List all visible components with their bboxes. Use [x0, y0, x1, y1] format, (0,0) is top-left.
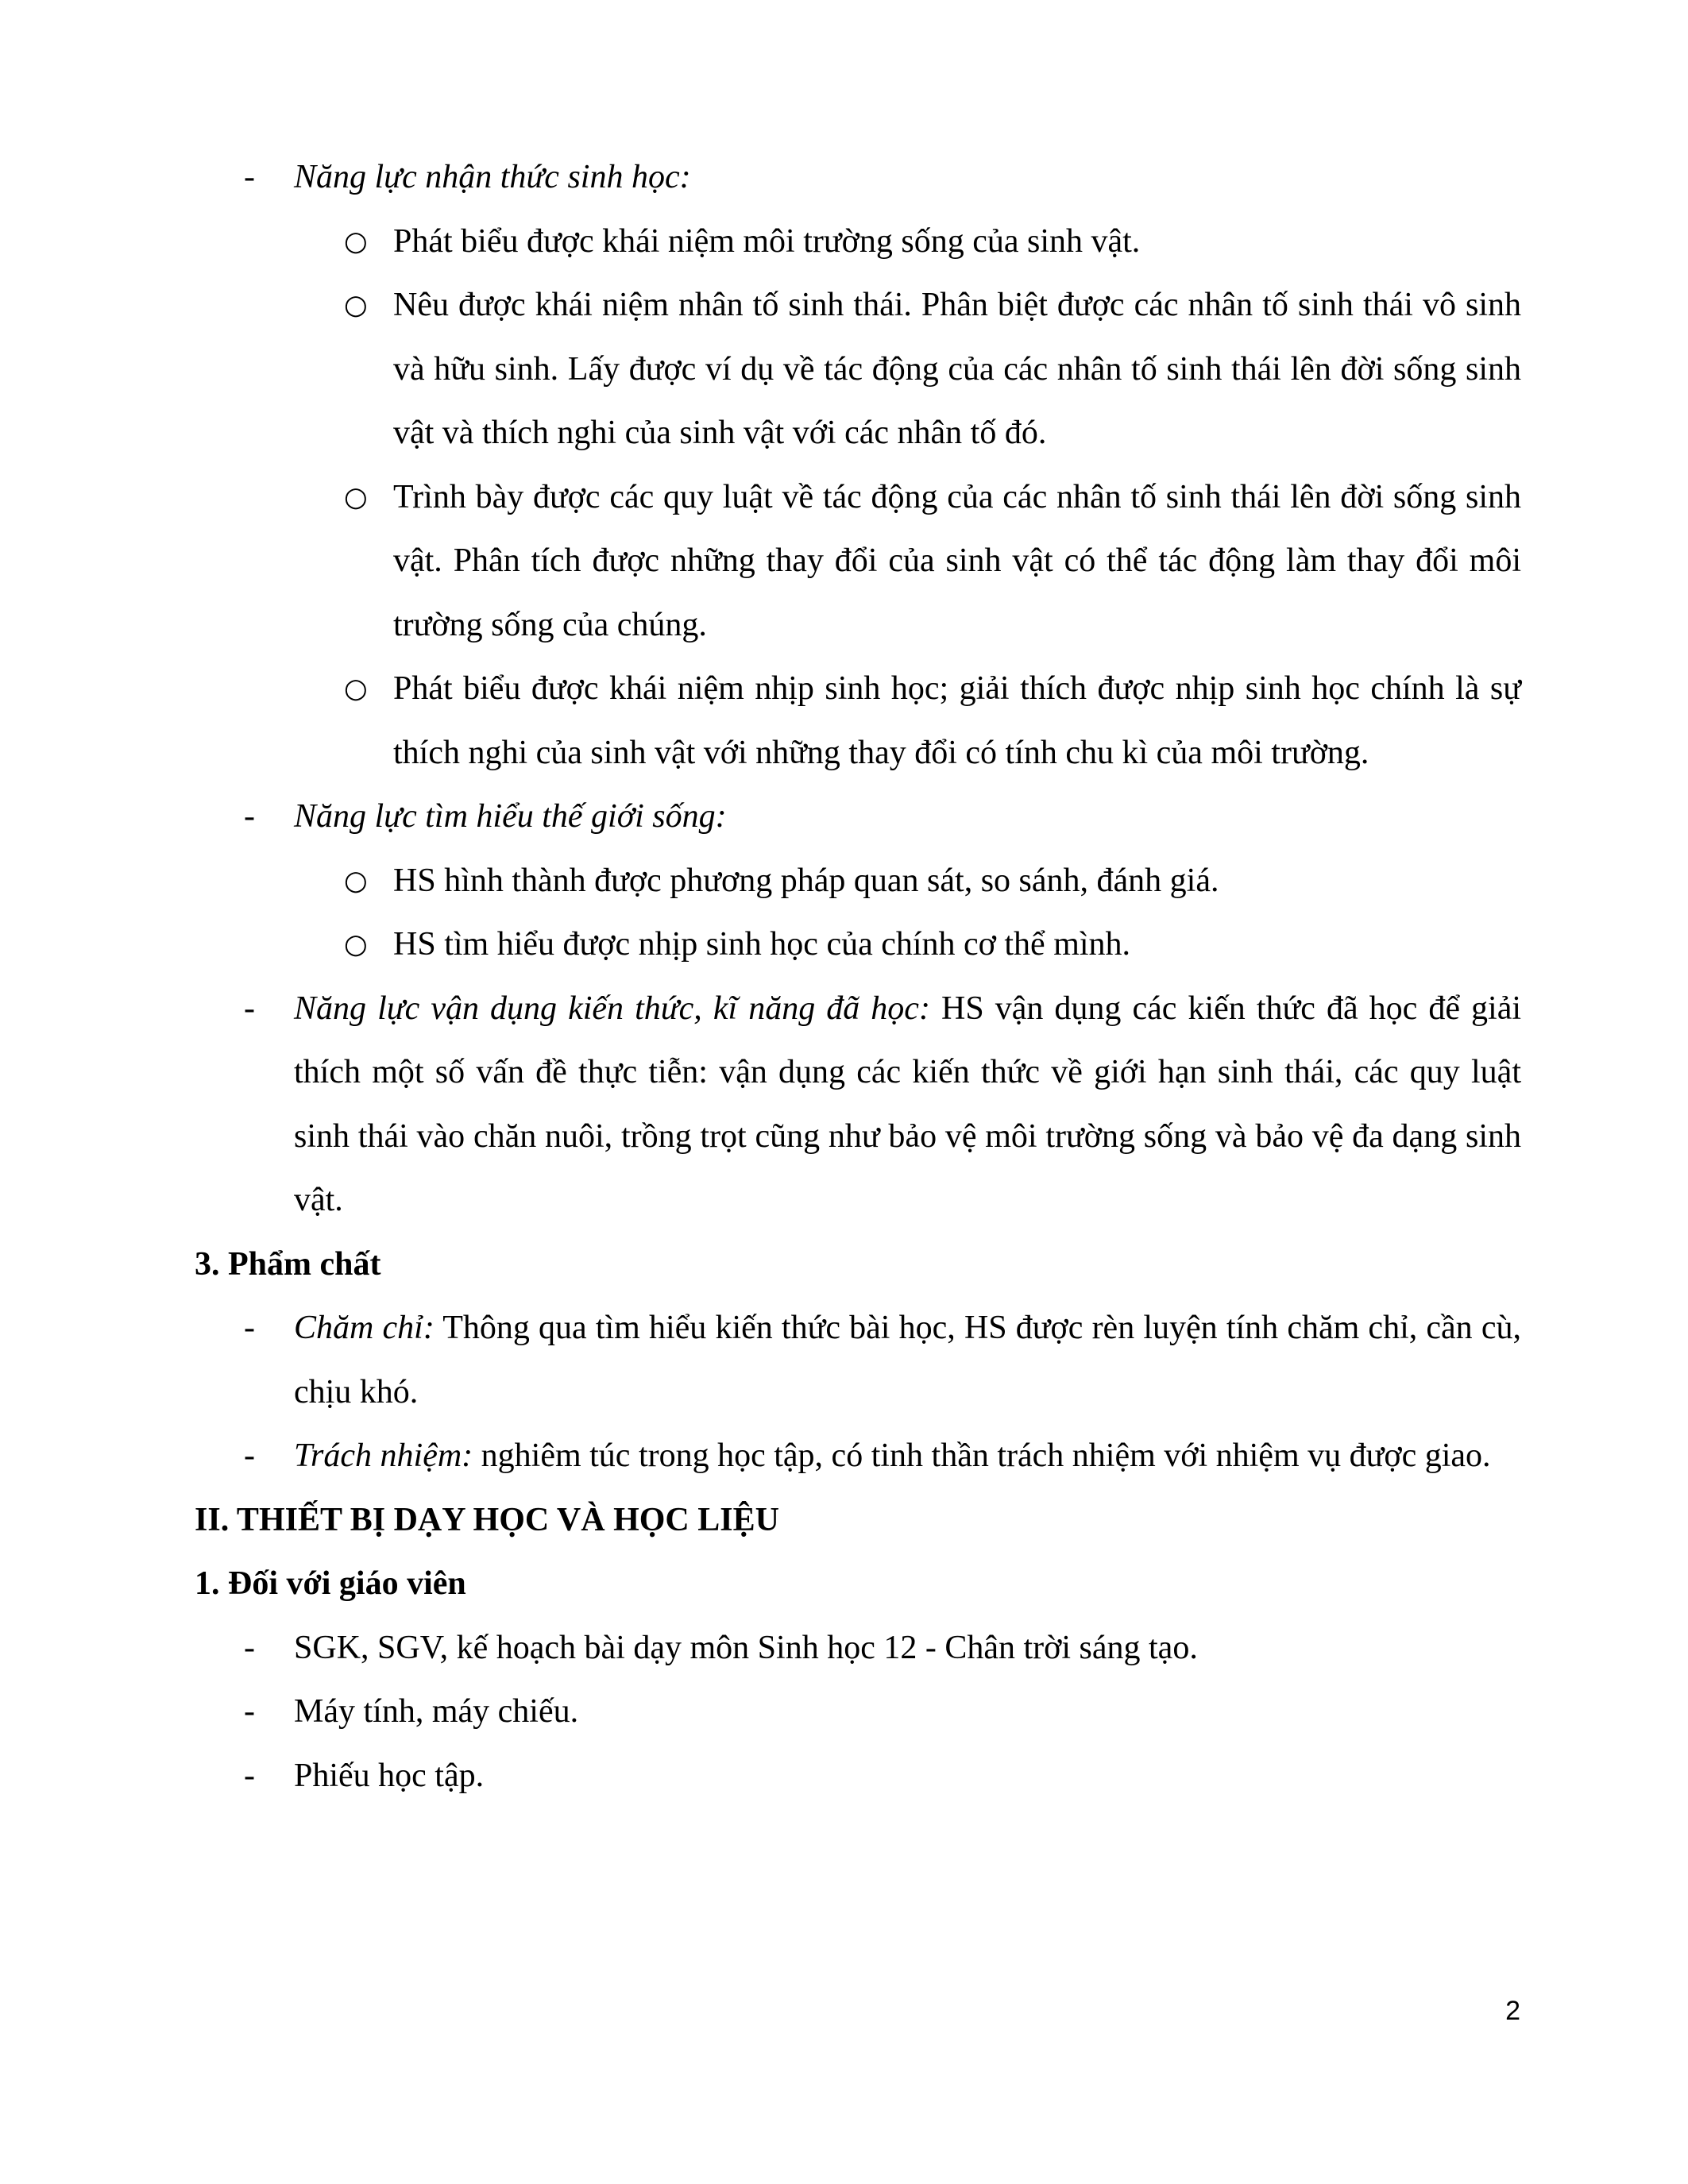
sub-bullet-text: HS hình thành được phương pháp quan sát, so sánh, đánh giá. — [393, 862, 1219, 899]
sub-bullet — [195, 210, 1521, 274]
section-heading-thiet-bi: II. THIẾT BỊ DẠY HỌC VÀ HỌC LIỆU — [195, 1501, 779, 1538]
item-text: HS vận dụng các kiến thức đã học để giải thích một số vấn đề thực tiễn: vận dụng các kiến thức về giới hạn sinh thái, các quy luật sinh thái vào chăn nuôi, trồng trọt cũng như bảo vệ môi trường sống và bảo vệ đa dạng sinh vật. — [294, 990, 1522, 1218]
item-text: Thông qua tìm hiểu kiến thức bài học, HS được rèn luyện tính chăm chỉ, cần cù, chịu khó. — [294, 1310, 1521, 1410]
item-text: SGK, SGV, kế hoạch bài dạy môn Sinh học 12 - Chân trời sáng tạo. — [294, 1629, 1198, 1666]
item-text: nghiêm túc trong học tập, có tinh thần trách nhiệm với nhiệm vụ được giao. — [473, 1437, 1491, 1474]
circle-bullet-icon: ○ — [344, 225, 368, 257]
page-number: 2 — [1505, 1996, 1520, 2026]
item-label: Năng lực vận dụng kiến thức, kĩ năng đã học: — [294, 990, 930, 1027]
section-heading-pham-chat: 3. Phẩm chất — [195, 1245, 381, 1283]
dash-marker: - — [244, 1693, 255, 1730]
list-item-sgk — [195, 1616, 1521, 1680]
sub-bullet — [195, 657, 1521, 785]
sub-bullet — [195, 849, 1521, 913]
sub-bullet-text: HS tìm hiểu được nhịp sinh học của chính cơ thể mình. — [393, 926, 1131, 963]
sub-bullet-text: Phát biểu được khái niệm môi trường sống của sinh vật. — [393, 222, 1141, 260]
circle-bullet-icon: ○ — [344, 928, 368, 960]
dash-marker: - — [244, 159, 255, 195]
sub-bullet-text: Trình bày được các quy luật về tác động của các nhân tố sinh thái lên đời sống sinh vật. Phân tích được những thay đổi của sinh vật có thể tác động làm thay đổi môi trường sống của chúng. — [393, 478, 1521, 643]
item-label: Trách nhiệm: — [294, 1437, 473, 1474]
dash-marker: - — [244, 1757, 255, 1794]
list-item-nang-luc-nhan-thuc — [195, 145, 1521, 210]
circle-bullet-icon: ○ — [344, 480, 368, 513]
list-item-may-tinh — [195, 1680, 1521, 1744]
dash-marker: - — [244, 1629, 255, 1666]
item-label: Năng lực tìm hiểu thế giới sống: — [294, 798, 727, 835]
circle-bullet-icon: ○ — [344, 864, 368, 897]
sub-bullet-text: Phát biểu được khái niệm nhịp sinh học; giải thích được nhịp sinh học chính là sự thích nghi của sinh vật với những thay đổi có tính chu kì của môi trường. — [393, 670, 1521, 771]
dash-marker: - — [244, 1310, 255, 1346]
dash-marker: - — [244, 798, 255, 835]
item-label: Chăm chỉ: — [294, 1310, 435, 1346]
dash-marker: - — [244, 1437, 255, 1474]
item-label: Năng lực nhận thức sinh học: — [294, 159, 691, 195]
list-item-cham-chi — [195, 1296, 1521, 1424]
page-content — [195, 145, 1521, 1808]
item-text: Phiếu học tập. — [294, 1757, 485, 1794]
list-item-nang-luc-van-dung — [195, 977, 1521, 1233]
subsection-heading-giao-vien: 1. Đối với giáo viên — [195, 1565, 466, 1602]
list-item-trach-nhiem — [195, 1424, 1521, 1488]
dash-marker: - — [244, 990, 255, 1027]
sub-bullet — [195, 913, 1521, 977]
sub-bullet — [195, 465, 1521, 658]
circle-bullet-icon: ○ — [344, 673, 368, 704]
item-text: Máy tính, máy chiếu. — [294, 1693, 579, 1730]
list-item-nang-luc-tim-hieu — [195, 785, 1521, 849]
sub-bullet-text: Nêu được khái niệm nhân tố sinh thái. Phân biệt được các nhân tố sinh thái vô sinh và hữu sinh. Lấy được ví dụ về tác động của các nhân tố sinh thái lên đời sống sinh vật và thích nghi của sinh vật với các nhân tố đó. — [393, 287, 1521, 451]
circle-bullet-icon: ○ — [344, 289, 368, 321]
list-item-phieu-hoc-tap — [195, 1744, 1521, 1808]
sub-bullet — [195, 273, 1521, 465]
